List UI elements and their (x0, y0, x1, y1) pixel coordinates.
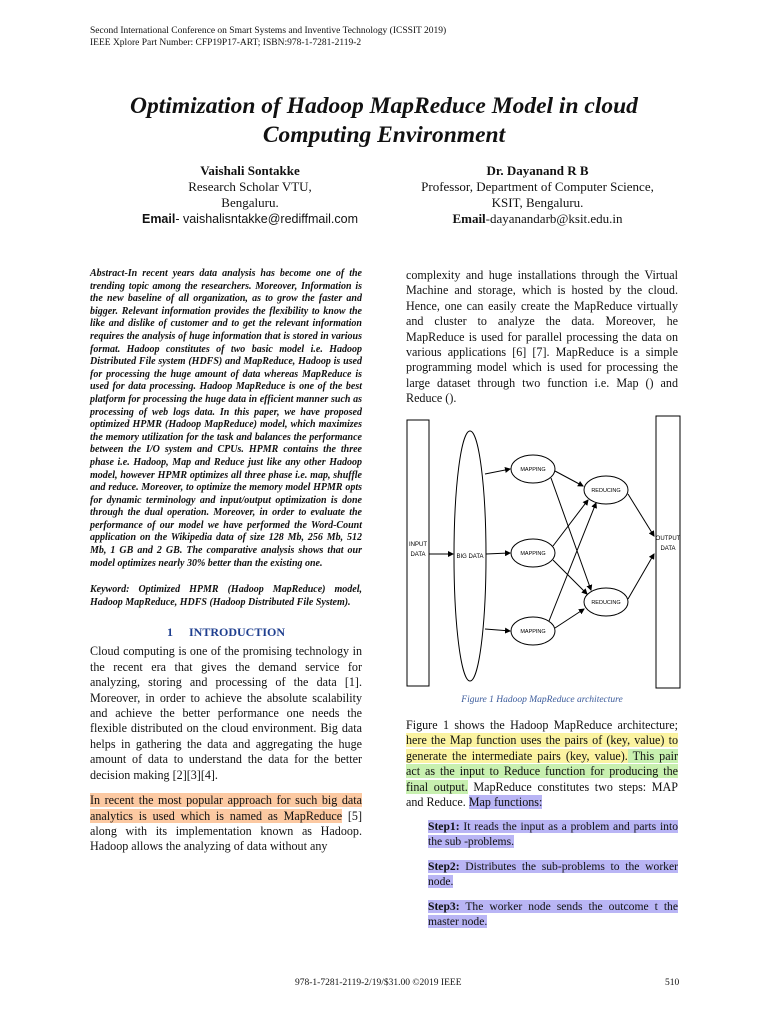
highlight-green: This pair act as the input to Reduce function for producing the final output. (406, 748, 678, 794)
highlight-orange: In recent the most popular approach for such big data analytics is used which is named as MapReduce (90, 793, 362, 823)
left-column (90, 268, 362, 855)
author-2-affil-2: KSIT, Bengaluru. (491, 195, 584, 210)
arrow-r2-output (628, 554, 654, 599)
author-2-email-line (400, 211, 675, 227)
author-1-name: Vaishali Sontakke (200, 163, 300, 178)
step-1-label: Step1: (428, 820, 460, 833)
reducing-label-1: REDUCING (591, 488, 621, 494)
author-2-name: Dr. Dayanand R B (486, 163, 589, 178)
paper-title (60, 92, 708, 150)
author-1-affil-2: Bengaluru. (221, 195, 279, 210)
mapping-label-1: MAPPING (520, 467, 546, 473)
fig-intro-plain: Figure 1 shows the Hadoop MapReduce architecture; (406, 718, 678, 732)
arrow-bd-map3 (485, 629, 510, 631)
bigdata-label: BIG DATA (456, 554, 484, 560)
section-number: 1 (166, 625, 173, 640)
reducing-label-2: REDUCING (591, 600, 621, 606)
author-2 (400, 163, 675, 227)
arrow-r1-output (628, 494, 654, 536)
figure-caption: Figure 1 Hadoop MapReduce architecture (461, 695, 623, 705)
step-2-highlight (428, 860, 678, 888)
arrow-m2-r1 (553, 500, 588, 546)
author-2-email[interactable]: -dayanandarb@ksit.edu.in (485, 211, 623, 226)
step-3-text: The worker node sends the outcome t the master node. (428, 900, 678, 928)
footer-copyright: 978-1-7281-2119-2/19/$31.00 ©2019 IEEE (295, 978, 462, 988)
author-1-email[interactable]: - vaishalisntakke@rediffmail.com (175, 212, 359, 226)
intro-p2-rest: [5] along with its implementation known as Hadoop. Hadoop allows the analyzing of data without any (90, 808, 362, 854)
author-1-email-line (125, 211, 375, 227)
mapping-label-2: MAPPING (520, 551, 546, 557)
section-heading-introduction (90, 625, 362, 640)
output-label-1: OUTPUT (655, 536, 681, 542)
step-2-text: Distributes the sub-problems to the worker node. (428, 860, 678, 888)
highlight-blue-map-functions: Map functions: (468, 795, 543, 810)
output-data-box (656, 416, 680, 688)
author-2-email-label: Email (452, 211, 486, 226)
keywords: Keyword: Optimized HPMR (Hadoop MapReduce) model, Hadoop MapReduce, HDFS (Hadoop Distributed File System). (90, 584, 362, 608)
author-1-email-label: Email (141, 212, 176, 226)
output-label-2: DATA (660, 546, 676, 552)
input-label-1: INPUT (409, 542, 427, 548)
intro-paragraph-2 (90, 793, 362, 855)
author-2-affil-1: Professor, Department of Computer Science, (421, 179, 654, 194)
input-label-2: DATA (410, 552, 426, 558)
highlight-yellow: here the Map function uses the pairs of (key, value) to generate the intermediate pairs (key, value). (406, 733, 678, 763)
title-line-1: Optimization of Hadoop MapReduce Model in cloud (130, 93, 638, 119)
arrow-bd-map1 (485, 469, 510, 474)
arrow-m3-r2 (555, 609, 584, 628)
title-line-2: Computing Environment (262, 122, 506, 148)
step-1-highlight (428, 820, 678, 848)
step-1 (428, 820, 678, 849)
page-number: 510 (665, 978, 680, 988)
fig-intro-plain-2: MapReduce constitutes two steps: MAP and Reduce. (406, 779, 678, 810)
header-line-2: IEEE Xplore Part Number: CFP19P17-ART; ISBN:978-1-7281-2119-2 (90, 38, 362, 48)
step-2-label: Step2: (428, 860, 460, 873)
abstract: Abstract-In recent years data analysis has become one of the trending topic among the researchers. Moreover, Information is the new baseline of all organization, as to grow the faster and bigger. Relevant information provides the flexibility to know the like and dislike of customer and to get the relevant information requires the analysis of huge information that is stored in various format. Hadoop constitutes of two basic model i.e. Hadoop Distributed File system (HDFS) and MapReduce, Hadoop is used for processing the huge amount of data whereas MapReduce is used for data processing. Hadoop MapReduce is one of the best platform for processing the huge data in efficient manner such as processing of web logs data. In this paper, we have proposed optimized HPMR (Hadoop MapReduce) model, which maximizes the memory utilization for the task and balances the performance between the I/O system and CPUs. HPMR contains the three phase i.e. Hadoop, Map and Reduce just like any other Hadoop model, however HPMR optimizes all three phase i.e. map, shuffle and reduce. Moreover, to optimize the memory model HPMR opts for dynamic terminology and input/output optimization is done through the dual operation. Moreover, in order to evaluate the performance of our model we have performed the Word-Count application on the Wikipedia data of size 128 Mb, 256 Mb, 512 Mb, 1 GB and 2 GB. The comparative analysis shows that our model optimizes nearly 30% better than the existing one. (90, 268, 362, 569)
section-title: INTRODUCTION (188, 625, 285, 640)
step-3-label: Step3: (428, 900, 460, 913)
step-3-highlight (428, 900, 678, 928)
author-1-affil-1: Research Scholar VTU, (188, 179, 312, 194)
figure-description (406, 718, 678, 810)
hadoop-mapreduce-diagram (406, 414, 682, 690)
arrow-m1-r1 (555, 471, 583, 486)
right-column (406, 268, 678, 407)
step-1-text: It reads the input as a problem and parts into the sub -problems. (428, 820, 678, 848)
step-3 (428, 900, 678, 929)
arrow-bd-map2 (486, 553, 510, 554)
intro-paragraph-1: Cloud computing is one of the promising technology in the recent era that gives the demand service for analyzing, storing and processing of the data [1]. Moreover, in order to achieve the absolute scalability and achieve the better performance one needs the flexible distributed on the cloud environment. Big data helps in gathering the data and aggregating the huge amount of data to understand the data for the better decision making [2][3][4]. (90, 644, 362, 782)
header-line-1: Second International Conference on Smart Systems and Inventive Technology (ICSSIT 2019) (90, 26, 447, 36)
right-paragraph-1: complexity and huge installations through the Virtual Machine and storage, which is hosted by the cloud. Hence, one can easily create the MapReduce virtually and cluster to analyze the data. Moreover, he MapReduce is used for parallel processing the data on various applications [6] [7]. MapReduce is a simple programming model which is used for processing the large dataset through two function i.e. Map () and Reduce (). (406, 268, 678, 406)
author-1 (125, 163, 375, 227)
mapping-label-3: MAPPING (520, 629, 546, 635)
step-2 (428, 860, 678, 889)
conference-header (90, 25, 446, 49)
